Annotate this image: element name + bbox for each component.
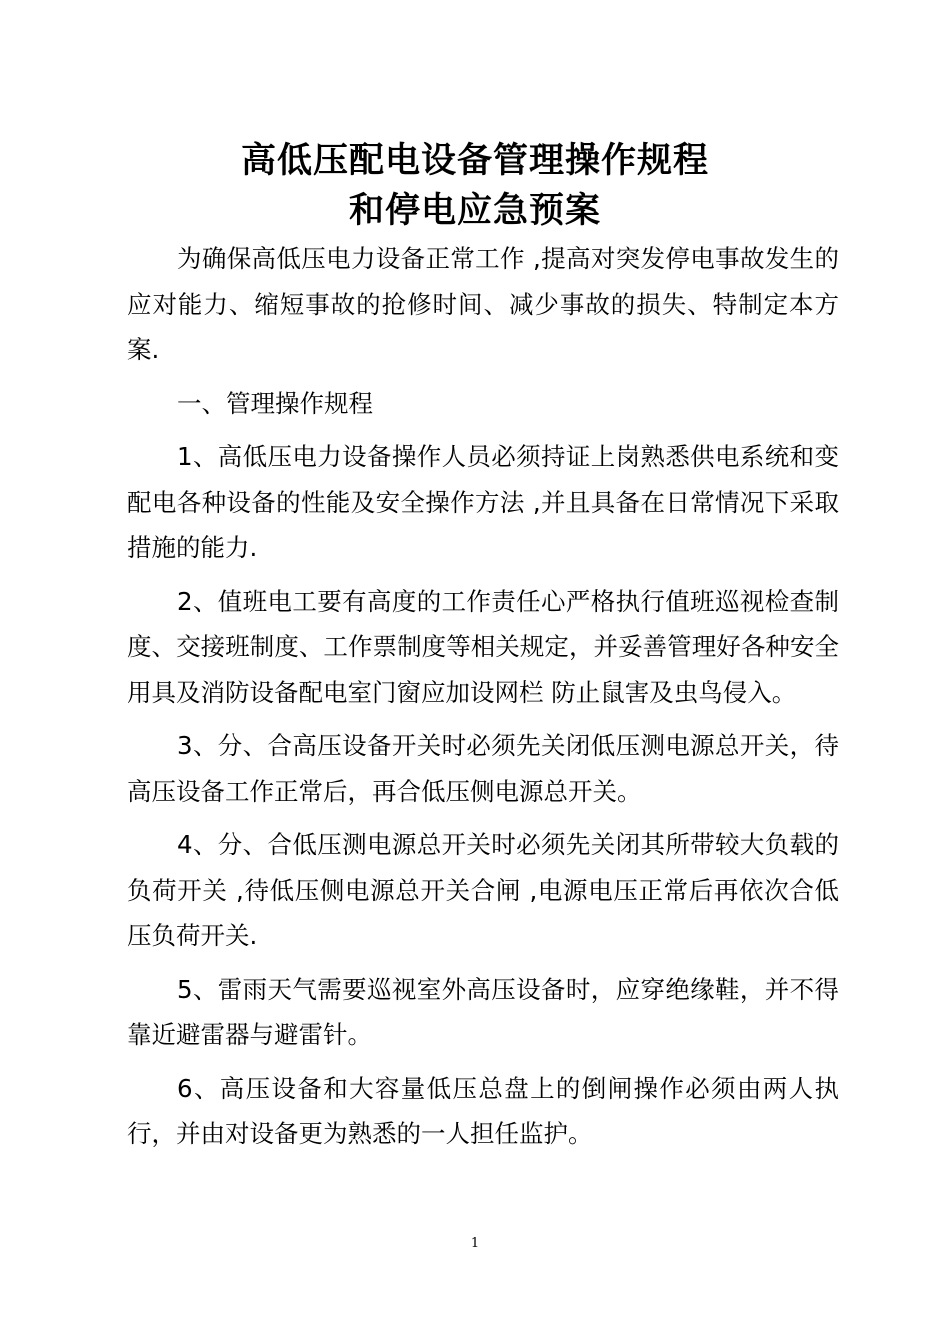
document-title: [0, 136, 950, 236]
rule-4-paragraph: 4、分、合低压测电源总开关时必须先关闭其所带较大负载的负荷开关 ,待低压侧电源总开关合闸 ,电源电压正常后再依次合低压负荷开关.: [127, 830, 839, 950]
rule-1-paragraph: 1、高低压电力设备操作人员必须持证上岗熟悉供电系统和变配电各种设备的性能及安全操作方法 ,并且具备在日常情况下采取措施的能力.: [127, 442, 839, 562]
title-line-1: 高低压配电设备管理操作规程: [240, 140, 709, 181]
page-number: 1: [470, 1236, 480, 1251]
rule-5-paragraph: 5、雷雨天气需要巡视室外高压设备时，应穿绝缘鞋，并不得靠近避雷器与避雷针。: [127, 974, 839, 1049]
rule-2-paragraph: 2、值班电工要有高度的工作责任心严格执行值班巡视检查制度、交接班制度、工作票制度等相关规定，并妥善管理好各种安全用具及消防设备配电室门窗应加设网栏 防止鼠害及虫鸟侵入。: [127, 586, 839, 707]
section-heading: 一、管理操作规程: [177, 388, 373, 418]
title-line-2: 和停电应急预案: [348, 190, 601, 231]
document-body: [127, 236, 839, 1157]
rule-6-paragraph: 6、高压设备和大容量低压总盘上的倒闸操作必须由两人执行，并由对设备更为熟悉的一人担任监护。: [127, 1073, 839, 1148]
intro-paragraph: 为确保高低压电力设备正常工作 ,提高对突发停电事故发生的应对能力、缩短事故的抢修时间、减少事故的损失、特制定本方案.: [127, 244, 839, 364]
rule-3-paragraph: 3、分、合高压设备开关时必须先关闭低压测电源总开关，待高压设备工作正常后，再合低压侧电源总开关。: [127, 731, 839, 806]
